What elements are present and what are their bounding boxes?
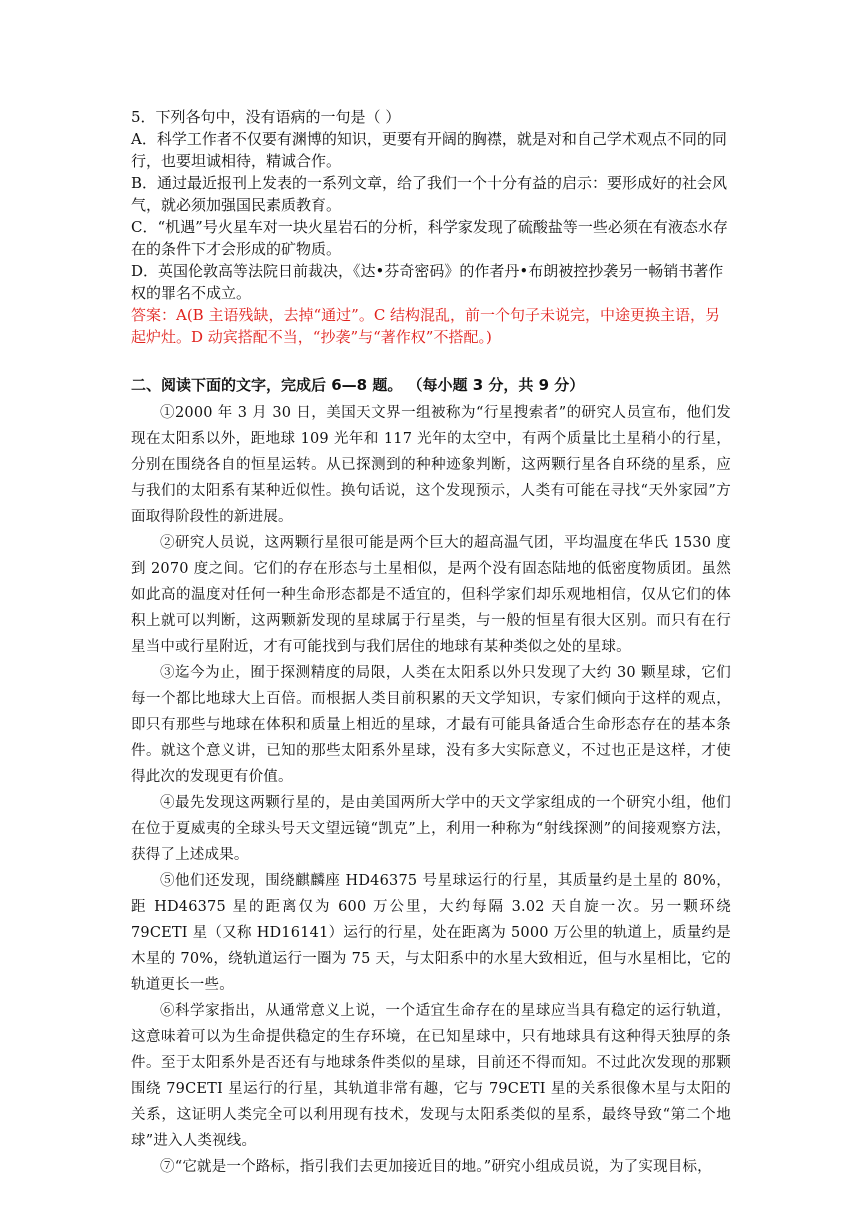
paragraph-7: ⑦“它就是一个路标，指引我们去更加接近目的地。”研究小组成员说，为了实现目标， [160,1159,712,1175]
paragraph-3: ③迄今为止，囿于探测精度的局限，人类在太阳系以外只发现了大约 30 颗星球，它们每一个都比地球大上百倍。而根据人类目前积累的天文学知识，专家们倾向于这样的观点，即只有那些与地球在体积和质量上相近的星球，才最有可能具备适合生命形态存在的基本条件。就这个意义讲，已知的那些太阳系外星球，没有多大实际意义，不过也正是这样，才使得此次的发现更有价值。 [131,665,731,785]
option-d: D．英国伦敦高等法院日前裁决，《达•芬奇密码》的作者丹•布朗被控抄袭另一畅销书著作权的罪名不成立。 [131,262,724,302]
paragraph-6: ⑥科学家指出，从通常意义上说，一个适宜生命存在的星球应当具有稳定的运行轨道，这意味着可以为生命提供稳定的生存环境，在已知星球中，只有地球具有这种得天独厚的条件。至于太阳系外是否还有与地球条件类似的星球，目前还不得而知。不过此次发现的那颗围绕 79CETI 星运行的行星，其轨道非常有趣，它与 79CETI 星的关系很像木星与太阳的关系，这证明人类完全可以利用现有技术，发现与太阳系类似的星系，最终导致“第二个地球”进入人类视线。 [131,1003,731,1149]
option-c: C．“机遇”号火星车对一块火星岩石的分析，科学家发现了硫酸盐等一些必须在有液态水存在的条件下才会形成的矿物质。 [131,218,728,258]
paragraph-1: ①2000 年 3 月 30 日，美国天文界一组被称为“行星搜索者”的研究人员宣布，他们发现在太阳系以外，距地球 109 光年和 117 光年的太空中，有两个质量比土星稍小的行星，分别在围绕各自的恒星运转。从已探测到的种种迹象判断，这两颗行星各自环绕的星系，应与我们的太阳系有某种近似性。换句话说，这个发现预示，人类有可能在寻找“天外家园”方面取得阶段性的新进展。 [131,405,731,525]
reading-passage [131,400,731,1180]
option-a: A．科学工作者不仅要有渊博的知识，更要有开阔的胸襟，就是对和自己学术观点不同的同行，也要坦诚相待，精诚合作。 [131,130,727,170]
answer-explanation: 答案：A(B 主语残缺，去掉“通过”。C 结构混乱，前一个句子未说完，中途更换主语，另起炉灶。D 动宾搭配不当，“抄袭”与“著作权”不搭配。) [131,306,721,346]
paragraph-5: ⑤他们还发现，围绕麒麟座 HD46375 号星球运行的行星，其质量约是土星的 80%，距 HD46375 星的距离仅为 600 万公里，大约每隔 3.02 天自旋一次。另一颗环绕 79CETI 星（又称 HD16141）运行的行星，处在距离为 5000 万公里的轨道上，质量约是木星的 70%，绕轨道运行一圈为 75 天，与太阳系中的水星大致相近，但与水星相比，它的轨道更长一些。 [131,873,731,993]
paragraph-4: ④最先发现这两颗行星的，是由美国两所大学中的天文学家组成的一个研究小组，他们在位于夏威夷的全球头号天文望远镜“凯克”上，利用一种称为“射线探测”的间接观察方法，获得了上述成果。 [131,795,731,863]
section-heading: 二、阅读下面的文字，完成后 6—8 题。 （每小题 3 分，共 9 分） [131,376,585,394]
question-5 [131,106,731,348]
paragraph-2: ②研究人员说，这两颗行星很可能是两个巨大的超高温气团，平均温度在华氏 1530 度到 2070 度之间。它们的存在形态与土星相似，是两个没有固态陆地的低密度物质团。虽然如此高的温度对任何一种生命形态都是不适宜的，但科学家们却乐观地相信，仅从它们的体积上就可以判断，这两颗新发现的星球属于行星类，与一般的恒星有很大区别。而只有在行星当中或行星附近，才有可能找到与我们居住的地球有某种类似之处的星球。 [131,535,731,655]
option-b: B．通过最近报刊上发表的一系列文章，给了我们一个十分有益的启示：要形成好的社会风气，就必须加强国民素质教育。 [131,174,728,214]
question-stem: 5．下列各句中，没有语病的一句是（ ） [131,108,401,126]
